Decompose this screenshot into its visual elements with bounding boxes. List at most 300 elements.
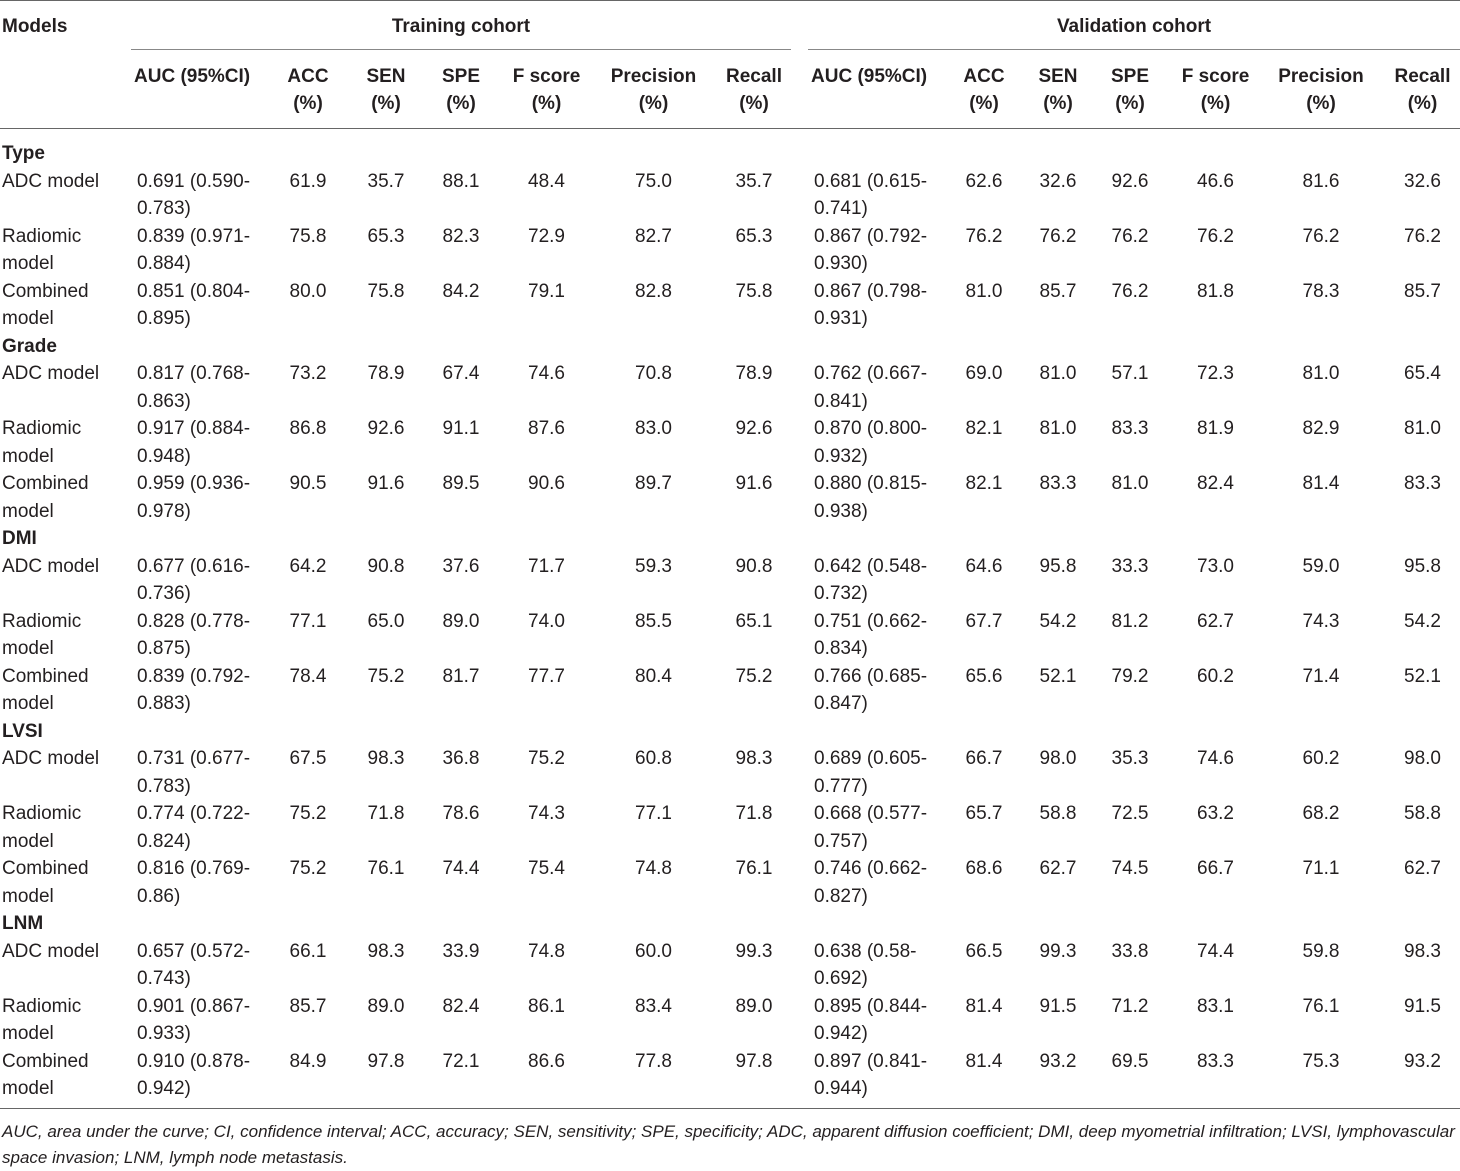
train-value: 71.8 (735, 803, 773, 824)
train-value: 33.9 (442, 940, 480, 962)
train-value: 90.5 (289, 473, 327, 494)
val-col-header-6-line-1: (%) (1407, 93, 1438, 114)
train-value: 60.8 (635, 748, 672, 769)
val-col-header-5-line-1: (%) (1306, 93, 1336, 114)
val-value: 67.7 (965, 610, 1003, 632)
train-value: 83.0 (635, 418, 672, 439)
val-value: 74.3 (1302, 610, 1340, 632)
val-value: 81.0 (1404, 418, 1441, 439)
train-value: 97.8 (367, 1050, 405, 1072)
val-value: 59.8 (1302, 940, 1340, 962)
val-value: 62.6 (965, 170, 1003, 192)
train-auc-upper: 0.743) (137, 968, 191, 989)
train-value: 75.2 (735, 665, 773, 687)
train-auc-upper: 0.736) (137, 583, 191, 604)
model-name: model (2, 308, 54, 329)
val-value: 66.5 (965, 940, 1003, 962)
train-value: 77.7 (528, 665, 565, 687)
train-value: 98.3 (735, 748, 773, 769)
val-value: 76.2 (965, 225, 1003, 247)
val-auc-upper: 0.757) (814, 830, 868, 852)
val-value: 98.0 (1404, 748, 1441, 769)
val-auc: 0.746 (0.662- (814, 858, 928, 879)
train-value: 65.3 (367, 225, 405, 247)
val-value: 74.6 (1197, 748, 1234, 769)
val-value: 69.5 (1111, 1050, 1149, 1072)
train-value: 75.2 (289, 803, 327, 824)
train-auc: 0.677 (0.616- (137, 555, 251, 577)
train-value: 75.2 (528, 748, 565, 769)
val-value: 81.4 (1302, 473, 1340, 494)
train-value: 84.2 (442, 280, 480, 302)
val-value: 73.0 (1197, 555, 1234, 577)
train-col-header-2-line-1: (%) (371, 93, 401, 114)
val-value: 54.2 (1039, 610, 1077, 632)
train-col-header-5-line-0: Precision (610, 66, 697, 87)
section-title: LNM (2, 913, 44, 934)
val-auc: 0.642 (0.548- (814, 555, 928, 577)
val-auc-upper: 0.938) (814, 500, 868, 522)
train-auc-upper: 0.783) (137, 775, 191, 797)
val-value: 46.6 (1197, 170, 1234, 192)
train-value: 48.4 (528, 170, 565, 192)
val-value: 33.8 (1111, 940, 1149, 962)
train-value: 89.7 (635, 473, 672, 494)
val-value: 92.6 (1111, 170, 1149, 192)
train-auc: 0.816 (0.769- (137, 858, 251, 879)
val-auc: 0.897 (0.841- (814, 1050, 928, 1072)
train-auc: 0.959 (0.936- (137, 473, 251, 494)
train-value: 74.8 (635, 858, 672, 879)
train-auc: 0.817 (0.768- (137, 363, 251, 384)
train-value: 89.5 (442, 473, 480, 494)
train-value: 82.4 (442, 995, 480, 1017)
val-col-header-6-line-0: Recall (1394, 66, 1451, 87)
train-value: 76.1 (735, 858, 773, 879)
train-value: 71.7 (528, 555, 565, 577)
val-value: 76.2 (1039, 225, 1077, 247)
val-auc: 0.880 (0.815- (814, 473, 928, 494)
train-col-header-1-line-0: ACC (287, 66, 329, 87)
val-auc-upper: 0.692) (814, 968, 868, 989)
val-value: 60.2 (1197, 665, 1234, 687)
train-col-header-1-line-1: (%) (293, 93, 323, 114)
train-value: 90.6 (528, 473, 565, 494)
train-value: 60.0 (635, 940, 672, 962)
val-value: 74.4 (1197, 940, 1234, 962)
val-value: 58.8 (1039, 803, 1077, 824)
val-value: 95.8 (1039, 555, 1077, 577)
val-value: 66.7 (1197, 858, 1234, 879)
val-auc-upper: 0.777) (814, 775, 868, 797)
models-header: Models (2, 16, 68, 37)
val-value: 83.3 (1111, 418, 1149, 439)
train-value: 67.5 (289, 748, 327, 769)
val-value: 76.1 (1302, 995, 1340, 1017)
val-value: 60.2 (1302, 748, 1340, 769)
model-name: Combined (2, 858, 89, 879)
train-value: 64.2 (289, 555, 327, 577)
train-value: 92.6 (735, 418, 773, 439)
val-col-header-3-line-1: (%) (1115, 93, 1145, 114)
val-value: 54.2 (1404, 610, 1441, 632)
train-auc-upper: 0.884) (137, 253, 191, 274)
val-value: 71.4 (1302, 665, 1340, 687)
val-value: 32.6 (1404, 170, 1441, 192)
train-value: 86.1 (528, 995, 565, 1017)
model-name: Radiomic (2, 225, 82, 247)
train-value: 77.1 (635, 803, 672, 824)
train-auc-upper: 0.883) (137, 693, 191, 714)
val-value: 62.7 (1039, 858, 1077, 879)
model-name: model (2, 445, 54, 467)
val-value: 81.4 (965, 1050, 1003, 1072)
train-value: 75.2 (289, 858, 327, 879)
train-auc-upper: 0.863) (137, 390, 191, 412)
val-col-header-1-line-0: ACC (963, 66, 1005, 87)
train-value: 78.4 (289, 665, 327, 687)
val-value: 81.2 (1111, 610, 1149, 632)
train-value: 67.4 (442, 363, 480, 384)
train-value: 75.8 (367, 280, 405, 302)
train-value: 85.5 (635, 610, 672, 632)
val-col-header-1-line-1: (%) (969, 93, 999, 114)
val-auc-upper: 0.930) (814, 253, 868, 274)
model-name: ADC model (2, 940, 100, 962)
train-value: 61.9 (289, 170, 327, 192)
train-value: 75.8 (289, 225, 327, 247)
train-value: 80.0 (289, 280, 327, 302)
val-auc: 0.681 (0.615- (814, 170, 928, 192)
train-auc-upper: 0.942) (137, 1078, 191, 1099)
train-col-header-0-line-0: AUC (95%CI) (134, 66, 251, 87)
val-value: 71.1 (1302, 858, 1340, 879)
val-auc: 0.638 (0.58- (814, 940, 917, 962)
model-name: model (2, 1023, 54, 1044)
val-value: 68.6 (965, 858, 1003, 879)
train-value: 91.6 (367, 473, 405, 494)
val-auc-upper: 0.834) (814, 638, 868, 659)
model-name: Combined (2, 280, 89, 302)
train-value: 35.7 (735, 170, 773, 192)
train-value: 65.3 (735, 225, 773, 247)
train-auc: 0.657 (0.572- (137, 940, 251, 962)
val-value: 82.1 (965, 418, 1003, 439)
val-value: 62.7 (1404, 858, 1441, 879)
val-auc-upper: 0.741) (814, 198, 868, 219)
val-col-header-5-line-0: Precision (1278, 66, 1364, 87)
val-value: 32.6 (1039, 170, 1077, 192)
train-value: 91.1 (442, 418, 480, 439)
validation-cohort-rule (808, 49, 1460, 50)
header-bottom-rule (0, 128, 1460, 129)
val-value: 82.4 (1197, 473, 1234, 494)
train-value: 90.8 (367, 555, 405, 577)
model-name: ADC model (2, 748, 100, 769)
train-value: 35.7 (367, 170, 405, 192)
train-auc: 0.910 (0.878- (137, 1050, 251, 1072)
val-value: 81.0 (1302, 363, 1340, 384)
train-value: 89.0 (735, 995, 773, 1017)
model-name: model (2, 1078, 54, 1099)
val-value: 81.0 (1039, 363, 1077, 384)
train-value: 84.9 (289, 1050, 327, 1072)
model-name: model (2, 830, 54, 852)
val-value: 81.0 (1039, 418, 1077, 439)
val-value: 71.2 (1111, 995, 1149, 1017)
train-value: 59.3 (635, 555, 672, 577)
training-cohort-rule (131, 49, 791, 50)
val-value: 75.3 (1302, 1050, 1340, 1072)
val-col-header-2-line-0: SEN (1038, 66, 1078, 87)
val-value: 93.2 (1404, 1050, 1441, 1072)
train-value: 86.8 (289, 418, 327, 439)
val-value: 76.2 (1302, 225, 1340, 247)
train-auc-upper: 0.933) (137, 1023, 191, 1044)
model-name: Radiomic (2, 803, 82, 824)
train-col-header-5-line-1: (%) (638, 93, 669, 114)
model-name: ADC model (2, 170, 100, 192)
model-name: Combined (2, 665, 89, 687)
train-value: 90.8 (735, 555, 773, 577)
train-auc: 0.691 (0.590- (137, 170, 251, 192)
val-value: 76.2 (1111, 280, 1149, 302)
val-col-header-4-line-0: F score (1181, 66, 1250, 87)
val-value: 33.3 (1111, 555, 1149, 577)
train-auc-upper: 0.875) (137, 638, 191, 659)
val-auc-upper: 0.732) (814, 583, 868, 604)
model-name: Combined (2, 473, 89, 494)
section-title: Grade (2, 335, 57, 357)
val-value: 64.6 (965, 555, 1003, 577)
section-title: Type (2, 143, 45, 164)
val-value: 91.5 (1404, 995, 1441, 1017)
train-auc: 0.851 (0.804- (137, 280, 251, 302)
model-name: ADC model (2, 363, 100, 384)
val-value: 81.4 (965, 995, 1003, 1017)
train-col-header-3-line-1: (%) (446, 93, 476, 114)
val-auc-upper: 0.827) (814, 885, 868, 907)
val-value: 72.3 (1197, 363, 1234, 384)
train-value: 77.8 (635, 1050, 672, 1072)
val-value: 79.2 (1111, 665, 1149, 687)
val-col-header-4-line-1: (%) (1200, 93, 1231, 114)
train-value: 74.0 (528, 610, 565, 632)
val-value: 58.8 (1404, 803, 1441, 824)
val-col-header-3-line-0: SPE (1110, 66, 1150, 87)
model-name: model (2, 693, 54, 714)
model-name: model (2, 885, 54, 907)
val-col-header-2-line-1: (%) (1043, 93, 1073, 114)
train-value: 80.4 (635, 665, 672, 687)
table-top-rule (0, 0, 1460, 1)
train-value: 85.7 (289, 995, 327, 1017)
training-cohort-header: Training cohort (391, 16, 531, 37)
val-auc-upper: 0.841) (814, 390, 868, 412)
train-auc: 0.731 (0.677- (137, 748, 251, 769)
val-value: 35.3 (1111, 748, 1149, 769)
model-name: ADC model (2, 555, 100, 577)
val-value: 78.3 (1302, 280, 1340, 302)
val-auc-upper: 0.944) (814, 1078, 868, 1099)
val-value: 69.0 (965, 363, 1003, 384)
train-value: 74.6 (528, 363, 565, 384)
model-name: model (2, 500, 54, 522)
train-value: 88.1 (442, 170, 480, 192)
val-value: 74.5 (1111, 858, 1149, 879)
train-value: 77.1 (289, 610, 327, 632)
val-value: 81.0 (1111, 473, 1149, 494)
train-auc: 0.839 (0.792- (137, 665, 251, 687)
val-value: 81.0 (965, 280, 1003, 302)
val-value: 82.9 (1302, 418, 1340, 439)
model-name: Radiomic (2, 995, 82, 1017)
val-auc-upper: 0.932) (814, 445, 868, 467)
val-value: 65.6 (965, 665, 1003, 687)
train-value: 92.6 (367, 418, 405, 439)
val-value: 59.0 (1302, 555, 1340, 577)
train-col-header-2-line-0: SEN (366, 66, 406, 87)
train-auc-upper: 0.783) (137, 198, 191, 219)
val-value: 99.3 (1039, 940, 1077, 962)
val-col-header-0-line-0: AUC (95%CI) (811, 66, 928, 87)
val-value: 81.8 (1197, 280, 1234, 302)
val-auc: 0.766 (0.685- (814, 665, 928, 687)
val-value: 65.7 (965, 803, 1003, 824)
model-name: model (2, 638, 54, 659)
val-value: 63.2 (1197, 803, 1234, 824)
train-value: 74.4 (442, 858, 480, 879)
model-name: Radiomic (2, 418, 82, 439)
table-footnote: AUC, area under the curve; CI, confidence interval; ACC, accuracy; SEN, sensitivity; SPE, specificity; ADC, apparent diffusion coefficient; DMI, deep myometrial infiltration; LVSI, lymphovascular space invasion; LNM, lymph node metastasis. (2, 1122, 1455, 1167)
val-value: 76.2 (1111, 225, 1149, 247)
train-value: 87.6 (528, 418, 565, 439)
train-value: 81.7 (442, 665, 480, 687)
val-auc: 0.867 (0.798- (814, 280, 928, 302)
train-value: 89.0 (442, 610, 480, 632)
val-value: 57.1 (1111, 363, 1149, 384)
train-value: 91.6 (735, 473, 773, 494)
val-auc: 0.870 (0.800- (814, 418, 928, 439)
train-auc-upper: 0.978) (137, 500, 191, 522)
train-value: 75.2 (367, 665, 405, 687)
train-value: 75.4 (528, 858, 565, 879)
train-value: 75.0 (635, 170, 672, 192)
train-col-header-3-line-0: SPE (441, 66, 481, 87)
val-value: 83.3 (1197, 1050, 1234, 1072)
val-auc-upper: 0.847) (814, 693, 868, 714)
section-title: DMI (2, 528, 37, 549)
train-value: 86.6 (528, 1050, 565, 1072)
train-value: 82.3 (442, 225, 480, 247)
train-auc-upper: 0.86) (137, 885, 181, 907)
train-value: 78.6 (442, 803, 480, 824)
train-value: 78.9 (735, 363, 773, 384)
val-value: 66.7 (965, 748, 1003, 769)
val-value: 76.2 (1197, 225, 1234, 247)
model-name: Combined (2, 1050, 89, 1072)
train-value: 36.8 (442, 748, 480, 769)
train-auc: 0.828 (0.778- (137, 610, 251, 632)
val-value: 85.7 (1404, 280, 1441, 302)
val-value: 81.9 (1197, 418, 1234, 439)
train-value: 99.3 (735, 940, 773, 962)
train-value: 75.8 (735, 280, 773, 302)
train-value: 70.8 (635, 363, 672, 384)
val-auc-upper: 0.942) (814, 1023, 868, 1044)
train-auc: 0.917 (0.884- (137, 418, 251, 439)
train-col-header-4-line-0: F score (512, 66, 581, 87)
model-name: model (2, 253, 54, 274)
train-col-header-4-line-1: (%) (531, 93, 562, 114)
val-value: 72.5 (1111, 803, 1149, 824)
val-auc: 0.668 (0.577- (814, 803, 928, 824)
val-auc-upper: 0.931) (814, 308, 868, 329)
val-auc: 0.867 (0.792- (814, 225, 928, 247)
train-value: 37.6 (442, 555, 480, 577)
val-auc: 0.751 (0.662- (814, 610, 928, 632)
train-value: 72.9 (528, 225, 565, 247)
train-auc: 0.901 (0.867- (137, 995, 251, 1017)
val-value: 95.8 (1404, 555, 1441, 577)
val-value: 65.4 (1404, 363, 1441, 384)
train-auc: 0.774 (0.722- (137, 803, 251, 824)
train-value: 82.7 (635, 225, 672, 247)
train-value: 98.3 (367, 748, 405, 769)
train-value: 83.4 (635, 995, 672, 1017)
val-value: 52.1 (1039, 665, 1077, 687)
train-value: 72.1 (442, 1050, 480, 1072)
train-value: 74.8 (528, 940, 565, 962)
train-col-header-6-line-1: (%) (739, 93, 769, 114)
train-col-header-6-line-0: Recall (726, 66, 782, 87)
train-value: 65.1 (735, 610, 773, 632)
train-value: 71.8 (367, 803, 405, 824)
val-value: 83.1 (1197, 995, 1234, 1017)
train-value: 65.0 (367, 610, 405, 632)
val-value: 82.1 (965, 473, 1003, 494)
train-value: 76.1 (367, 858, 405, 879)
train-value: 98.3 (367, 940, 405, 962)
val-value: 83.3 (1039, 473, 1077, 494)
train-value: 78.9 (367, 363, 405, 384)
val-auc: 0.895 (0.844- (814, 995, 928, 1017)
val-value: 68.2 (1302, 803, 1340, 824)
val-value: 85.7 (1039, 280, 1077, 302)
val-value: 91.5 (1039, 995, 1077, 1017)
model-name: Radiomic (2, 610, 82, 632)
val-value: 98.3 (1404, 940, 1441, 962)
train-auc-upper: 0.895) (137, 308, 191, 329)
train-value: 66.1 (289, 940, 327, 962)
val-value: 76.2 (1404, 225, 1441, 247)
train-value: 97.8 (735, 1050, 773, 1072)
val-value: 98.0 (1039, 748, 1077, 769)
train-auc: 0.839 (0.971- (137, 225, 251, 247)
train-value: 73.2 (289, 363, 327, 384)
val-value: 93.2 (1039, 1050, 1077, 1072)
train-value: 82.8 (635, 280, 672, 302)
validation-cohort-header: Validation cohort (1056, 16, 1212, 37)
train-value: 89.0 (367, 995, 405, 1017)
section-title: LVSI (2, 720, 43, 742)
train-value: 79.1 (528, 280, 565, 302)
val-value: 81.6 (1302, 170, 1340, 192)
val-value: 52.1 (1404, 665, 1441, 687)
table-bottom-rule (0, 1108, 1460, 1109)
val-auc: 0.689 (0.605- (814, 748, 928, 769)
val-value: 83.3 (1404, 473, 1441, 494)
